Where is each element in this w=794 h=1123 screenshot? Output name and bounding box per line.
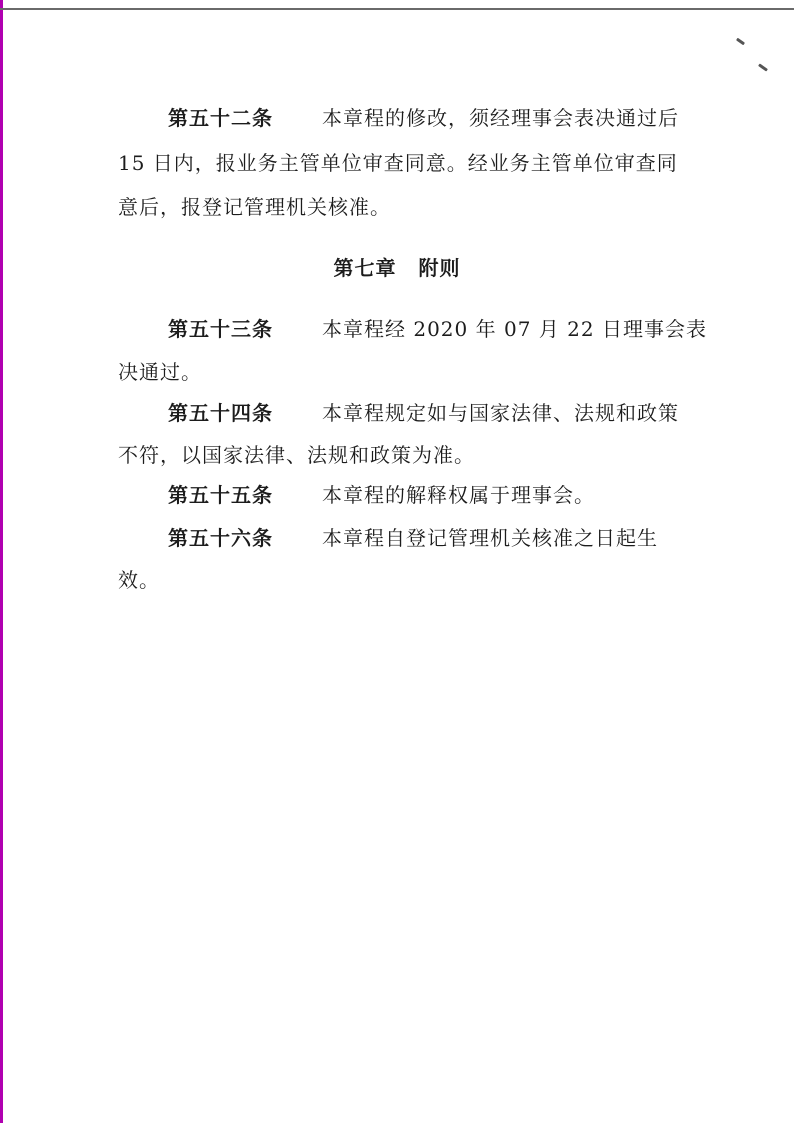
page-top-rule [0,8,794,10]
article-55-line-1 [168,481,680,509]
article-53-line-1 [168,315,707,343]
article-54-line-1 [168,399,680,427]
scan-mark [758,63,768,71]
article-52-line-1 [168,104,680,132]
chapter-number: 第七章 [333,256,397,280]
article-56-line-1 [168,524,680,552]
article-52-text-3: 意后，报登记管理机关核准。 [118,195,391,219]
scan-left-edge [0,0,3,1123]
article-56-text-2: 效。 [118,568,160,592]
article-53-text-1: 本章程经 2020 年 07 月 22 日理事会表 [322,317,707,341]
article-53-number: 第五十三条 [168,317,273,341]
article-55-text-1: 本章程的解释权属于理事会。 [322,483,595,507]
article-55-number: 第五十五条 [168,483,273,507]
article-52-text-1: 本章程的修改，须经理事会表决通过后 [322,106,679,130]
article-54-text-2: 不符，以国家法律、法规和政策为准。 [118,443,475,467]
article-56-text-1: 本章程自登记管理机关核准之日起生 [322,526,658,550]
article-54-text-1: 本章程规定如与国家法律、法规和政策 [322,401,679,425]
article-53-text-2: 决通过。 [118,360,202,384]
chapter-heading [0,254,794,282]
scan-mark [736,38,745,46]
chapter-title: 附则 [418,256,461,280]
article-54-number: 第五十四条 [168,401,273,425]
article-52-text-2: 15 日内，报业务主管单位审查同意。经业务主管单位审查同 [118,151,678,175]
article-56-number: 第五十六条 [168,526,273,550]
article-52-number: 第五十二条 [168,106,273,130]
